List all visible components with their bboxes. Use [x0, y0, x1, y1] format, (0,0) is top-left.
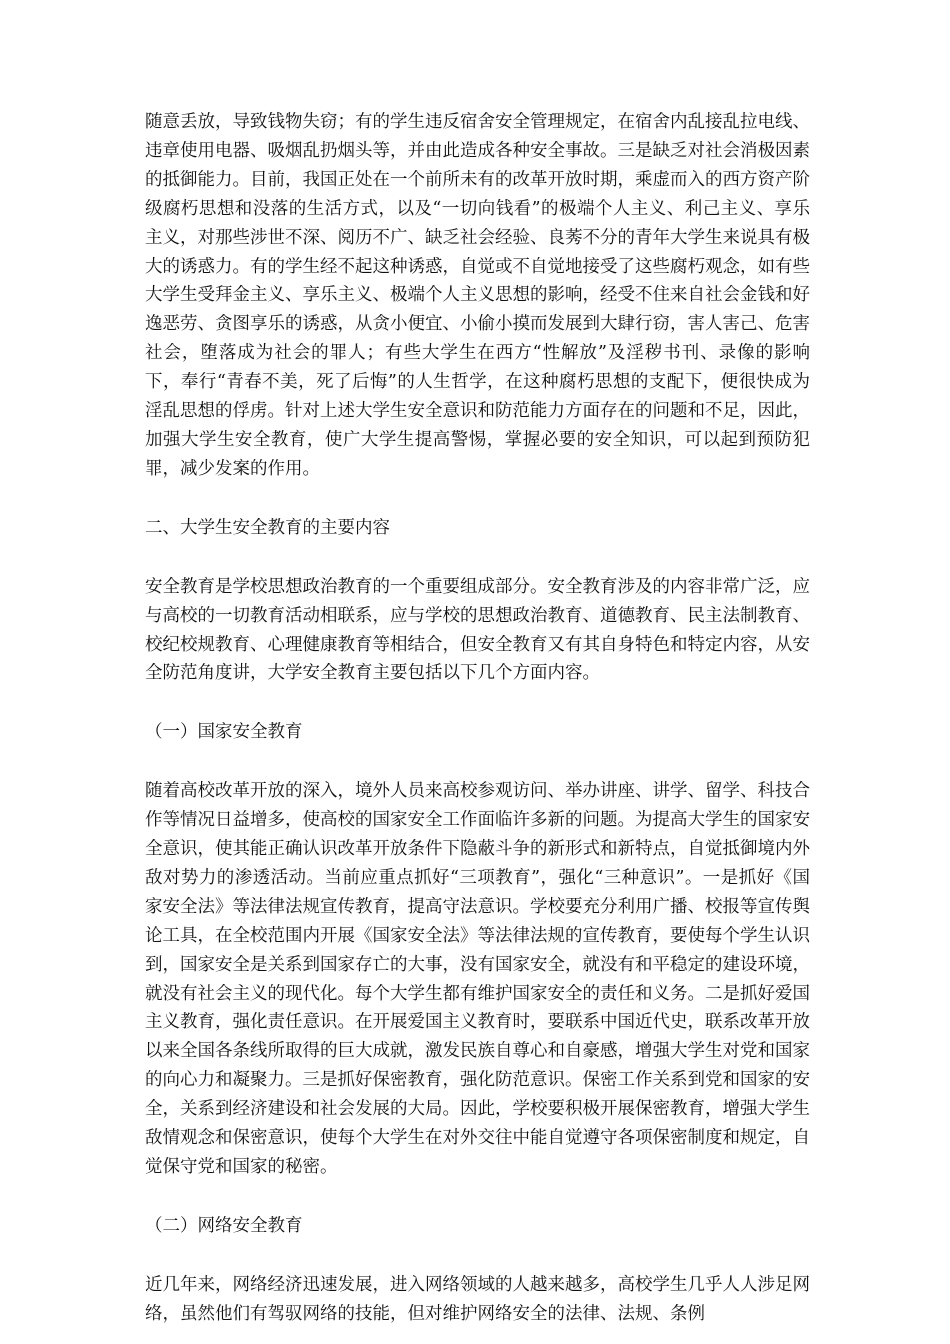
body-paragraph-2: 安全教育是学校思想政治教育的一个重要组成部分。安全教育涉及的内容非常广泛，应与高校的一切教育活动相联系，应与学校的思想政治教育、道德教育、民主法制教育、校纪校规教育、心理健康教育等相结合，但安全教育又有其自身特色和特定内容，从安全防范角度讲，大学安全教育主要包括以下几个方面内容。: [145, 576, 810, 684]
body-paragraph-4: 近几年来，网络经济迅速发展，进入网络领域的人越来越多，高校学生几乎人人涉足网络，虽然他们有驾驭网络的技能，但对维护网络安全的法律、法规、条例: [145, 1274, 810, 1324]
subsection-heading-2: （二）网络安全教育: [145, 1215, 303, 1236]
section-heading: 二、大学生安全教育的主要内容: [145, 517, 390, 538]
subsection-heading-1: （一）国家安全教育: [145, 722, 303, 743]
document-page: [145, 108, 810, 1329]
body-paragraph-1: 随意丢放，导致钱物失窃；有的学生违反宿舍安全管理规定，在宿舍内乱接乱拉电线、违章使用电器、吸烟乱扔烟头等，并由此造成各种安全事故。三是缺乏对社会消极因素的抵御能力。目前，我国正处在一个前所未有的改革开放时期，乘虚而入的西方资产阶级腐朽思想和没落的生活方式，以及“一切向钱看”的极端个人主义、利己主义、享乐主义，对那些涉世不深、阅历不广、缺乏社会经验、良莠不分的青年大学生来说具有极大的诱惑力。有的学生经不起这种诱惑，自觉或不自觉地接受了这些腐朽观念，如有些大学生受拜金主义、享乐主义、极端个人主义思想的影响，经受不住来自社会金钱和好逸恶劳、贪图享乐的诱惑，从贪小便宜、小偷小摸而发展到大肆行窃，害人害己、危害社会，堕落成为社会的罪人；有些大学生在西方“性解放”及淫秽书刊、录像的影响下，奉行“青春不美，死了后悔”的人生哲学，在这种腐朽思想的支配下，便很快成为淫乱思想的俘虏。针对上述大学生安全意识和防范能力方面存在的问题和不足，因此，加强大学生安全教育，使广大学生提高警惕，掌握必要的安全知识，可以起到预防犯罪，减少发案的作用。: [145, 112, 810, 479]
body-paragraph-3: 随着高校改革开放的深入，境外人员来高校参观访问、举办讲座、讲学、留学、科技合作等情况日益增多，使高校的国家安全工作面临许多新的问题。为提高大学生的国家安全意识，使其能正确认识改革开放条件下隐蔽斗争的新形式和新特点，自觉抵御境内外敌对势力的渗透活动。当前应重点抓好“三项教育”，强化“三种意识”。一是抓好《国家安全法》等法律法规宣传教育，提高守法意识。学校要充分利用广播、校报等宣传舆论工具，在全校范围内开展《国家安全法》等法律法规的宣传教育，要使每个学生认识到，国家安全是关系到国家存亡的大事，没有国家安全，就没有和平稳定的建设环境，就没有社会主义的现代化。每个大学生都有维护国家安全的责任和义务。二是抓好爱国主义教育，强化责任意识。在开展爱国主义教育时，要联系中国近代史，联系改革开放以来全国各条线所取得的巨大成就，激发民族自尊心和自豪感，增强大学生对党和国家的向心力和凝聚力。三是抓好保密教育，强化防范意识。保密工作关系到党和国家的安全，关系到经济建设和社会发展的大局。因此，学校要积极开展保密教育，增强大学生敌情观念和保密意识，使每个大学生在对外交往中能自觉遵守各项保密制度和规定，自觉保守党和国家的秘密。: [145, 781, 810, 1177]
